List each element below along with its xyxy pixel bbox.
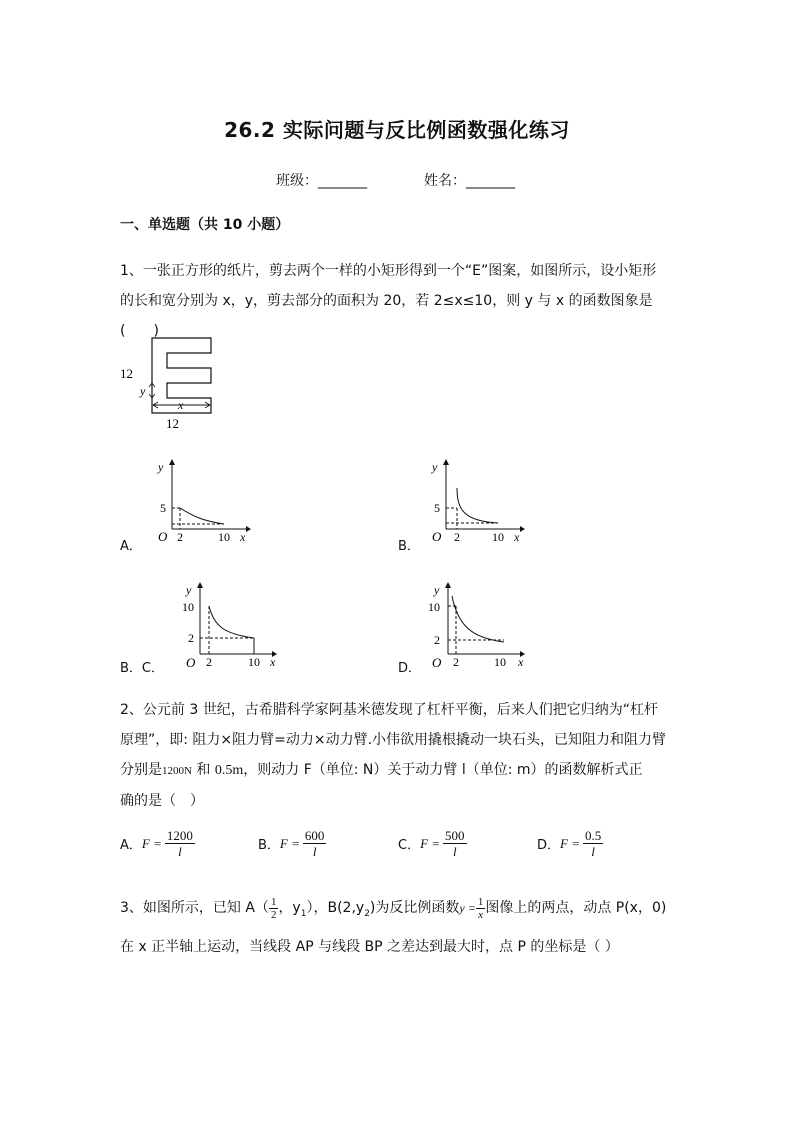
q1-option-c-graph[interactable] [174, 578, 284, 670]
name-field: 姓名：_______ [424, 173, 515, 189]
q1-option-b-label[interactable]: B． [398, 539, 420, 554]
x-tick-2: 2 [454, 530, 460, 544]
q3-line-1 [120, 890, 680, 932]
fraction [165, 828, 195, 859]
func-denominator: x [478, 908, 484, 921]
q2-line-4: 确的是（ ） [120, 793, 204, 809]
a-denominator: 2 [270, 908, 277, 921]
q3-part-2: ，y [278, 900, 301, 916]
class-field: 班级：_______ [276, 173, 367, 189]
y-tick-10: 10 [428, 600, 440, 614]
q1-option-b-graph[interactable] [422, 455, 532, 547]
x-tick-2: 2 [453, 655, 459, 669]
func-fraction [476, 896, 486, 921]
q2-line-3b: 和 [191, 762, 215, 778]
x-axis-label: x [518, 655, 524, 669]
section-heading: 一、单选题（共 10 小题） [120, 217, 290, 233]
q3-part-4: )为反比例函数 [369, 900, 460, 916]
x-axis-label: x [514, 530, 520, 544]
q1-option-d-label[interactable]: D． [398, 661, 422, 676]
denominator: l [591, 844, 595, 859]
denominator: l [312, 844, 317, 859]
x-axis-label: x [240, 530, 246, 544]
q2-line-2: 原理”，即: 阻力×阻力臂=动力×动力臂.小伟欲用撬根撬动一块石头，已知阻力和阻力臂 [120, 732, 667, 748]
q1-option-a-graph[interactable] [148, 455, 258, 547]
option-letter: B． [258, 838, 280, 853]
y-axis-label: y [158, 460, 164, 474]
q3-part-5: 图像上的两点，动点 P(x，0) [485, 900, 667, 916]
sub-2: 2 [364, 908, 370, 919]
option-lhs: F = [560, 835, 580, 851]
x-axis-label: x [270, 655, 276, 669]
q2-option-b[interactable] [258, 828, 326, 859]
y-tick-2: 2 [188, 631, 194, 645]
func-numerator: 1 [477, 895, 484, 908]
origin-label: O [432, 529, 442, 544]
q2-val-resistance: 1200N [162, 765, 192, 777]
y-arrow-icon [445, 582, 451, 588]
curve [452, 596, 504, 642]
q1-option-c-label[interactable]: B．C． [120, 661, 164, 676]
q2-option-d[interactable] [537, 828, 603, 859]
y-tick: 5 [160, 501, 166, 515]
curve [457, 488, 498, 523]
x-tick-2: 2 [177, 530, 183, 544]
fraction [583, 828, 603, 859]
x-dim-label: x [178, 398, 184, 412]
q1-option-d-graph[interactable] [422, 578, 532, 670]
numerator: 600 [304, 828, 325, 843]
q3-part-3: ），B(2,y [306, 900, 365, 916]
q2-val-arm: 0.5m [214, 763, 244, 778]
question-3 [120, 890, 680, 962]
q2-line-3a: 分别是 [120, 762, 162, 778]
origin-label: O [432, 655, 442, 670]
q1-option-a-label[interactable]: A． [120, 539, 142, 554]
x-tick-2: 2 [206, 655, 212, 669]
option-lhs: F = [420, 835, 441, 851]
page-title: 26.2 实际问题与反比例函数强化练习 [224, 118, 570, 142]
x-tick-10: 10 [494, 655, 506, 669]
y-tick: 5 [434, 501, 440, 515]
curve [180, 508, 224, 524]
y-axis-label: y [434, 583, 440, 597]
numerator: 500 [445, 828, 465, 843]
origin-label: O [186, 655, 196, 670]
x-arrow-icon [246, 526, 251, 532]
x-tick-10: 10 [218, 530, 230, 544]
q2-option-a[interactable] [120, 828, 195, 859]
denominator: l [452, 844, 457, 859]
question-2 [120, 695, 680, 816]
y-axis-label: y [432, 460, 438, 474]
curve [209, 606, 254, 638]
q2-option-c[interactable] [398, 828, 467, 859]
q1-line-1: 1、一张正方形的纸片，剪去两个一样的小矩形得到一个“E”图案，如图所示，设小矩形 [120, 263, 657, 279]
side-bottom-label: 12 [166, 416, 179, 431]
x-tick-10: 10 [492, 530, 504, 544]
option-lhs: F = [141, 835, 162, 851]
x-tick-10: 10 [248, 655, 260, 669]
y-tick-2: 2 [434, 633, 440, 647]
q3-line-2: 在 x 正半轴上运动，当线段 AP 与线段 BP 之差达到最大时，点 P 的坐标是（ ） [120, 938, 619, 955]
q1-line-2: 的长和宽分别为 x，y，剪去部分的面积为 20，若 2≤x≤10，则 y 与 x 的函数图象是( ) [120, 293, 653, 339]
y-arrow-icon [197, 582, 203, 588]
y-tick-10: 10 [182, 600, 194, 614]
option-letter: A． [120, 838, 142, 853]
option-letter: C． [398, 838, 421, 853]
q3-part-1: 3、如图所示，已知 A（ [120, 900, 269, 916]
x-arrow-icon [520, 526, 525, 532]
option-letter: D． [537, 838, 561, 853]
q2-line-3 [120, 755, 680, 786]
y-arrow-icon [443, 459, 449, 465]
fraction [443, 828, 467, 859]
numerator: 0.5 [584, 828, 602, 843]
y-axis-label: y [186, 583, 192, 597]
sub-1: 1 [300, 908, 307, 919]
numerator: 1200 [166, 828, 193, 843]
origin-label: O [158, 529, 168, 544]
a-x-fraction [269, 896, 279, 921]
y-dim-label: y [140, 384, 146, 398]
fraction [303, 828, 327, 859]
e-figure [115, 332, 225, 432]
side-left-label: 12 [120, 366, 133, 381]
a-numerator: 1 [270, 895, 277, 908]
q2-line-1: 2、公元前 3 世纪，古希腊科学家阿基米德发现了杠杆平衡，后来人们把它归纳为“杠杆 [120, 702, 658, 718]
func-lhs: y = [459, 901, 476, 915]
option-lhs: F = [279, 835, 300, 851]
y-arrow-icon [169, 459, 175, 465]
q2-line-3c: ，则动力 F（单位: N）关于动力臂 l（单位: m）的函数解析式正 [243, 762, 643, 778]
denominator: l [178, 844, 182, 859]
